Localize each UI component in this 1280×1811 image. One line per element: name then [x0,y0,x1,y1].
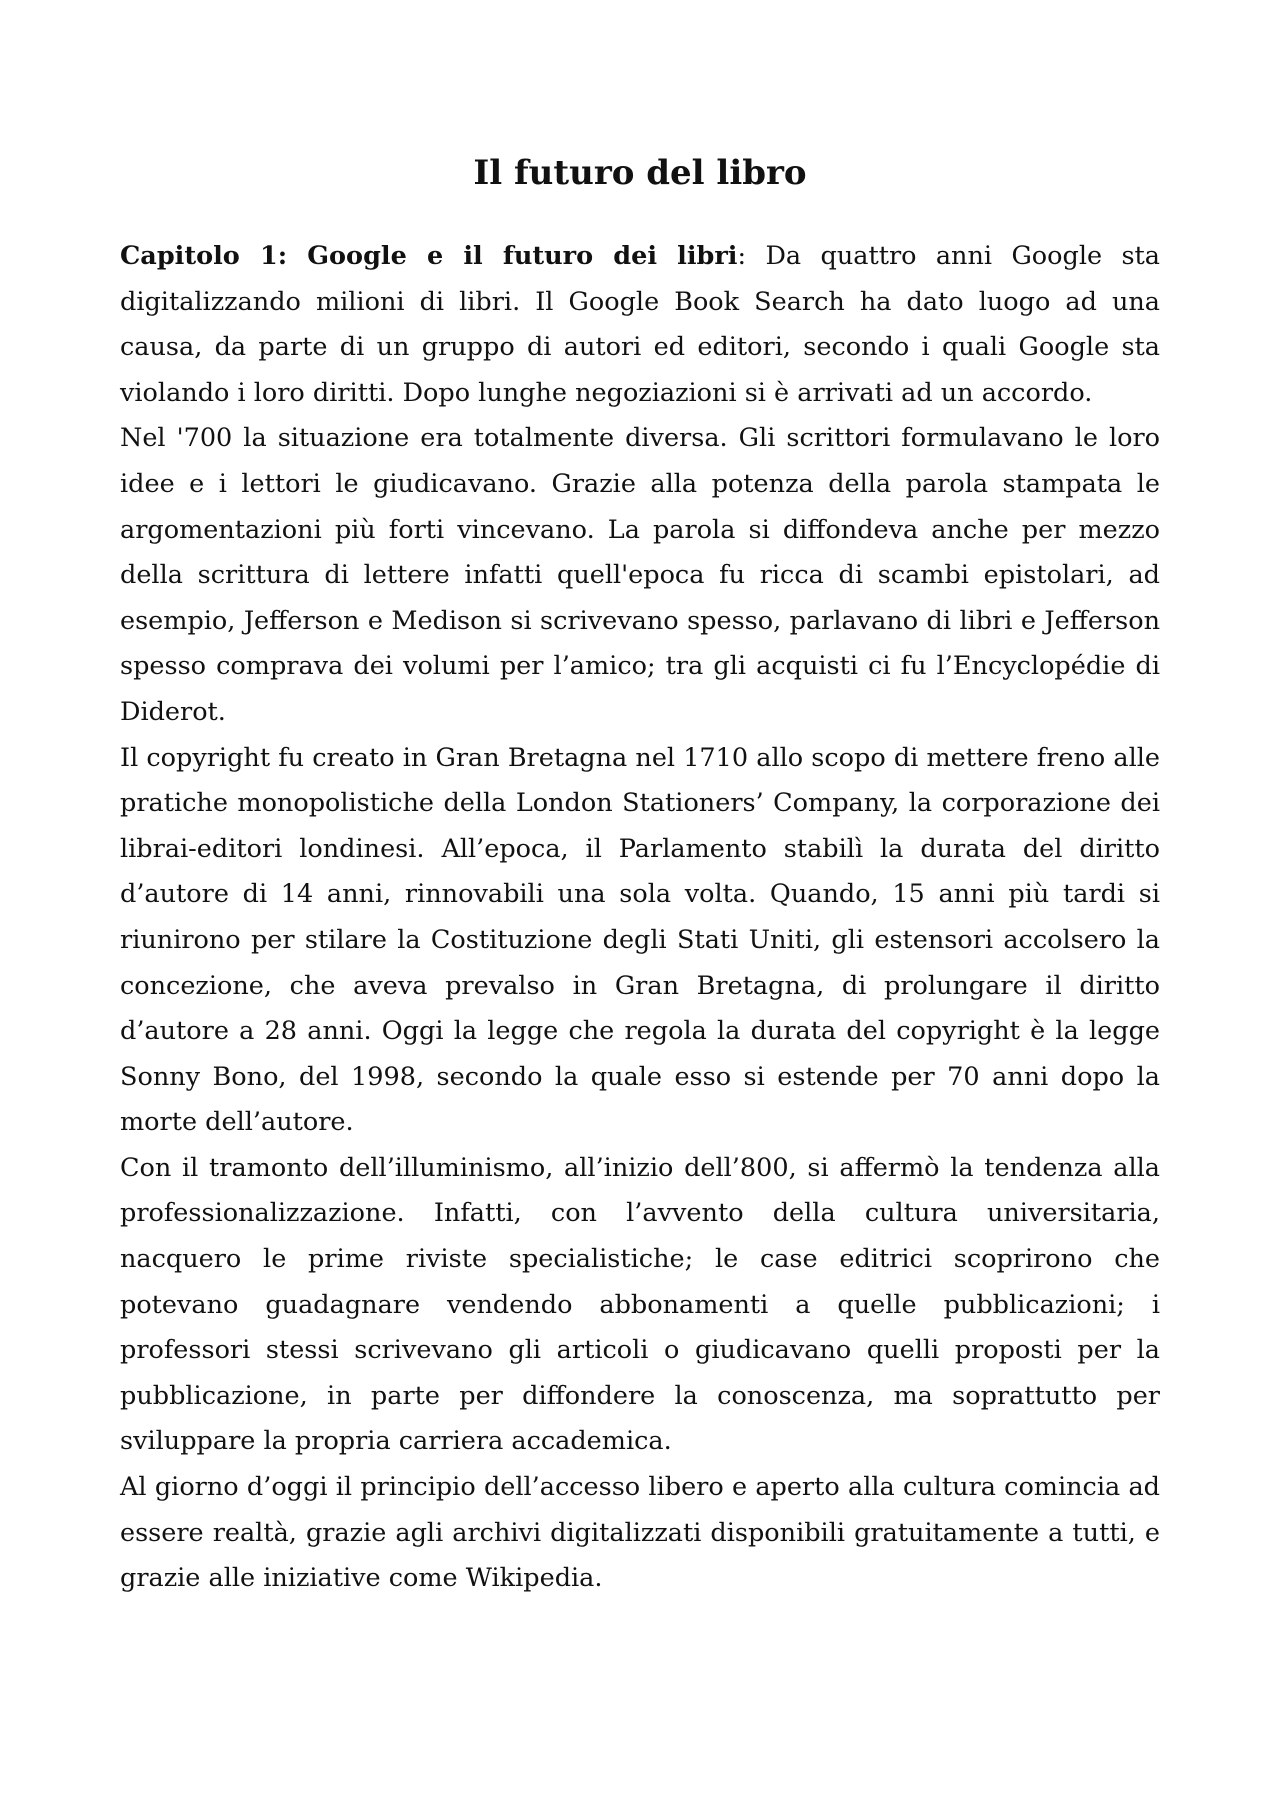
paragraph-1-text: : Da quattro anni Google sta digitalizzando milioni di libri. Il Google Book Search ha dato luogo ad una causa, da parte di un gruppo di autori ed editori, secondo i quali Google sta violando i loro diritti. Dopo lunghe negoziazioni si è arrivati ad un accordo. [120,241,1160,408]
paragraph-1 [120,234,1160,416]
document-title: Il futuro del libro [473,153,807,193]
paragraph-5: Al giorno d’oggi il principio dell’accesso libero e aperto alla cultura comincia ad essere realtà, grazie agli archivi digitalizzati disponibili gratuitamente a tutti, e grazie alle iniziative come Wikipedia. [120,1472,1160,1594]
paragraph-2: Nel '700 la situazione era totalmente diversa. Gli scrittori formulavano le loro idee e i lettori le giudicavano. Grazie alla potenza della parola stampata le argomentazioni più forti vincevano. La parola si diffondeva anche per mezzo della scrittura di lettere infatti quell'epoca fu ricca di scambi epistolari, ad esempio, Jefferson e Medison si scrivevano spesso, parlavano di libri e Jefferson spesso comprava dei volumi per l’amico; tra gli acquisti ci fu l’Encyclopédie di Diderot. [120,423,1160,727]
chapter-heading: Capitolo 1: Google e il futuro dei libri [120,241,738,271]
paragraph-3: Il copyright fu creato in Gran Bretagna nel 1710 allo scopo di mettere freno alle pratiche monopolistiche della London Stationers’ Company, la corporazione dei librai-editori londinesi. All’epoca, il Parlamento stabilì la durata del diritto d’autore di 14 anni, rinnovabili una sola volta. Quando, 15 anni più tardi si riunirono per stilare la Costituzione degli Stati Uniti, gli estensori accolsero la concezione, che aveva prevalso in Gran Bretagna, di prolungare il diritto d’autore a 28 anni. Oggi la legge che regola la durata del copyright è la legge Sonny Bono, del 1998, secondo la quale esso si estende per 70 anni dopo la morte dell’autore. [120,742,1160,1138]
document-page [120,146,1160,1602]
paragraph-4: Con il tramonto dell’illuminismo, all’inizio dell’800, si affermò la tendenza alla professionalizzazione. Infatti, con l’avvento della cultura universitaria, nacquero le prime riviste specialistiche; le case editrici scoprirono che potevano guadagnare vendendo abbonamenti a quelle pubblicazioni; i professori stessi scrivevano gli articoli o giudicavano quelli proposti per la pubblicazione, in parte per diffondere la conoscenza, ma soprattutto per sviluppare la propria carriera accademica. [120,1152,1160,1457]
